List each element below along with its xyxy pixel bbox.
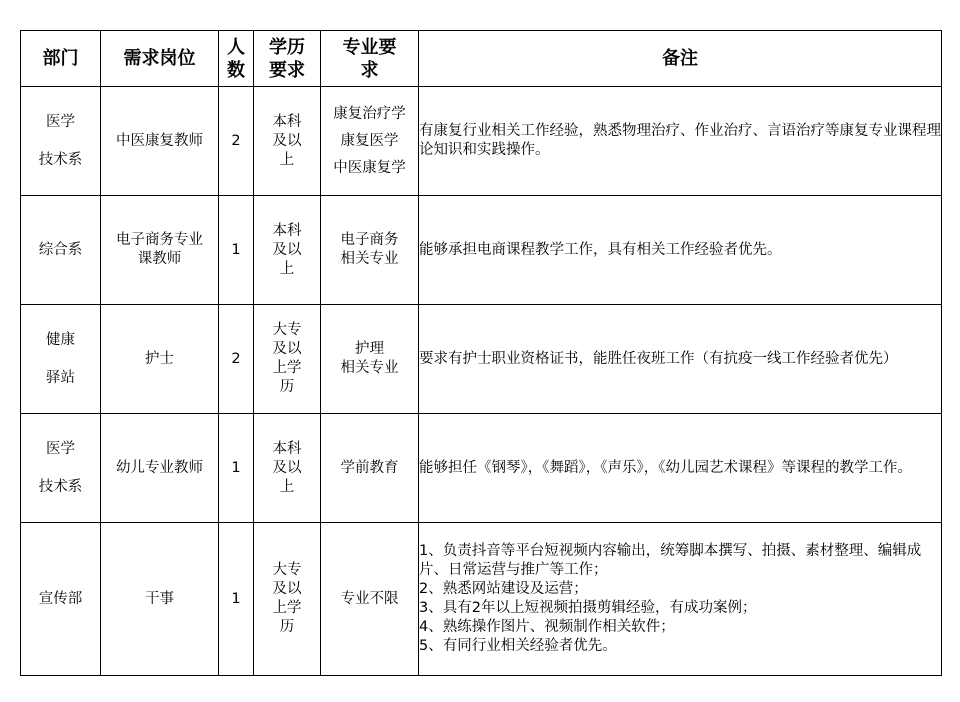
recruitment-table: [20, 30, 942, 676]
cell-count: 1: [219, 414, 254, 523]
cell-education: [254, 523, 321, 676]
dept-line: 综合系: [38, 241, 83, 258]
header-education-line2: 要求: [269, 59, 305, 81]
education-line: 大专: [272, 322, 302, 338]
table-row: [21, 305, 942, 414]
education-line: 上学: [272, 600, 302, 616]
education-line: 及以: [272, 341, 302, 357]
major-line: 学前教育: [340, 459, 399, 476]
dept-line: 驿站: [46, 370, 75, 386]
major-line: 专业不限: [340, 590, 399, 607]
notes-item: 5、有同行业相关经验者优先。: [419, 638, 617, 654]
education-line: 本科: [272, 222, 302, 239]
header-notes: 备注: [419, 31, 942, 87]
cell-position: [101, 414, 219, 523]
cell-notes: [419, 196, 942, 305]
major-line: 康复治疗学: [333, 105, 406, 122]
education-line: 及以: [272, 459, 302, 476]
major-line: 康复医学: [340, 132, 399, 149]
cell-notes: [419, 305, 942, 414]
major-line: 相关专业: [340, 360, 399, 376]
major-line: 相关专业: [340, 251, 399, 267]
notes-text: 能够承担电商课程教学工作，具有相关工作经验者优先。: [419, 241, 782, 258]
dept-line: 技术系: [38, 152, 83, 168]
notes-item: 1、负责抖音等平台短视频内容输出，统筹脚本撰写、拍摄、素材整理、编辑成片、日常运营与推广等工作；: [419, 543, 922, 578]
header-count: [219, 31, 254, 87]
cell-major: [321, 196, 419, 305]
table-row: [21, 523, 942, 676]
notes-item: 2、熟悉网站建设及运营；: [419, 581, 588, 597]
header-major-line1: 专业要: [342, 36, 397, 58]
cell-major: [321, 414, 419, 523]
header-major-line2: 求: [360, 59, 379, 81]
education-line: 上学: [272, 360, 302, 376]
cell-count: 1: [219, 196, 254, 305]
cell-dept: [21, 523, 101, 676]
header-count-line1: 人: [227, 36, 245, 58]
position-line: 课教师: [137, 251, 182, 267]
header-education-line1: 学历: [269, 36, 305, 58]
cell-position: [101, 196, 219, 305]
education-line: 上: [279, 478, 295, 495]
cell-education: [254, 87, 321, 196]
major-line: 护理: [355, 341, 384, 357]
education-line: 上: [279, 260, 295, 277]
cell-dept: [21, 305, 101, 414]
dept-line: 技术系: [38, 479, 83, 495]
position-text: 幼儿专业教师: [116, 459, 203, 476]
header-major: [321, 31, 419, 87]
notes-text: 有康复行业相关工作经验，熟悉物理治疗、作业治疗、言语治疗等康复专业课程理论知识和实践操作。: [419, 123, 941, 158]
cell-position: [101, 523, 219, 676]
dept-line: 健康: [46, 332, 75, 348]
notes-item: 3、具有2年以上短视频拍摄剪辑经验，有成功案例；: [419, 600, 757, 616]
table-row: [21, 414, 942, 523]
major-line: 电子商务: [340, 232, 399, 248]
position-text: 干事: [145, 590, 174, 607]
notes-text: 能够担任《钢琴》，《舞蹈》，《声乐》，《幼儿园艺术课程》等课程的教学工作。: [419, 459, 912, 476]
position-text: 中医康复教师: [116, 132, 203, 149]
cell-count: 1: [219, 523, 254, 676]
education-line: 及以: [272, 581, 302, 597]
cell-dept: [21, 196, 101, 305]
education-line: 及以: [272, 132, 302, 149]
education-line: 历: [279, 379, 295, 395]
education-line: 本科: [272, 440, 302, 457]
cell-notes: [419, 87, 942, 196]
position-text: 护士: [145, 350, 174, 367]
cell-notes: [419, 523, 942, 676]
header-education: [254, 31, 321, 87]
dept-line: 宣传部: [38, 590, 83, 607]
cell-education: [254, 305, 321, 414]
cell-major: [321, 523, 419, 676]
table-row: [21, 87, 942, 196]
cell-position: [101, 87, 219, 196]
cell-education: [254, 414, 321, 523]
notes-item: 4、熟练操作图片、视频制作相关软件；: [419, 619, 675, 635]
dept-line: 医学: [46, 114, 75, 130]
cell-education: [254, 196, 321, 305]
education-line: 本科: [272, 113, 302, 130]
header-dept: 部门: [21, 31, 101, 87]
education-line: 历: [279, 619, 295, 635]
header-row: [21, 31, 942, 87]
education-line: 大专: [272, 562, 302, 578]
major-line: 中医康复学: [333, 159, 406, 176]
cell-major: [321, 87, 419, 196]
education-line: 上: [279, 151, 295, 168]
education-line: 及以: [272, 241, 302, 258]
cell-count: 2: [219, 87, 254, 196]
cell-dept: [21, 414, 101, 523]
cell-dept: [21, 87, 101, 196]
notes-text: 要求有护士职业资格证书，能胜任夜班工作（有抗疫一线工作经验者优先）: [419, 350, 898, 367]
cell-count: 2: [219, 305, 254, 414]
table-row: [21, 196, 942, 305]
header-position: 需求岗位: [101, 31, 219, 87]
cell-major: [321, 305, 419, 414]
dept-line: 医学: [46, 441, 75, 457]
cell-notes: [419, 414, 942, 523]
position-line: 电子商务专业: [116, 232, 203, 248]
header-count-line2: 数: [227, 59, 245, 81]
cell-position: [101, 305, 219, 414]
